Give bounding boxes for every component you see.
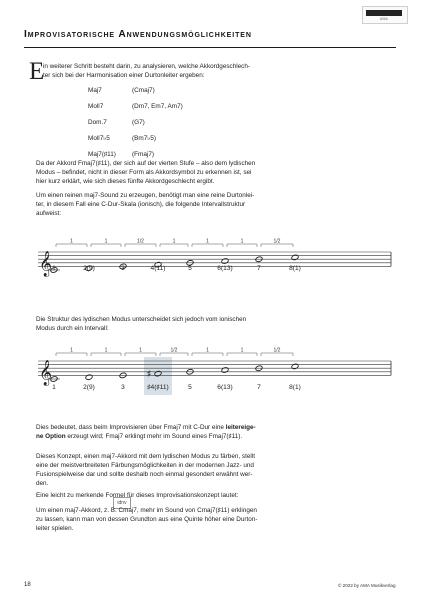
- chord-example: (Dm7, Em7, Am7): [132, 103, 183, 110]
- interval-step: 1/2: [273, 238, 281, 245]
- interval-step: 1/2: [137, 238, 144, 245]
- interval-step: 1/2: [170, 347, 178, 354]
- paragraph-line: hier kurz erklärt, wie sich dieses fünfte Akkordgeschlecht ergibt.: [36, 178, 215, 185]
- scale-degree: 6(13): [217, 265, 233, 272]
- scale-degree: 2(9): [83, 265, 95, 272]
- chord-name: Maj7(♯11): [88, 151, 116, 158]
- paragraph-line: [36, 432, 242, 442]
- chord-example: (Bm7♭5): [132, 135, 156, 142]
- paragraph-line: Um einen maj7-Akkord, z. B. Cmaj7, mehr im Sound von Cmaj7(♯11) erklingen: [36, 507, 257, 514]
- interval-step: 1: [104, 347, 108, 354]
- interval-step: 1: [240, 347, 244, 354]
- text-bold: leitereige-: [225, 424, 256, 431]
- chord-name: Maj7: [88, 87, 102, 94]
- interval-step: 1: [104, 238, 108, 245]
- scale-degree: 7: [257, 265, 261, 272]
- interval-step: 1: [206, 347, 209, 354]
- paragraph-line: Um einen reinen maj7-Sound zu erzeugen, benötigt man eine reine Durtonlei-: [36, 192, 255, 199]
- paragraph-line: leiter spielen.: [36, 525, 74, 532]
- paragraph-line: Da der Akkord Fmaj7(♯11), der sich auf der vierten Stufe – also dem lydischen: [36, 160, 256, 167]
- interval-step: 1: [240, 238, 244, 245]
- scale-degree: 6(13): [217, 384, 233, 391]
- page-title: Improvisatorische Anwendungsmöglichkeiten: [24, 29, 252, 40]
- stamp-box: idnv: [113, 497, 131, 509]
- paragraph-line: zu lassen, kann man von dessen Grundton aus eine Quinte höher eine Durton-: [36, 516, 258, 523]
- scale-degree: 7: [257, 384, 261, 391]
- scale-degree: 3: [121, 384, 125, 391]
- interval-step: 1: [70, 347, 73, 354]
- interval-step: 1: [139, 347, 142, 354]
- paragraph-line: Fusionspielweise dar und sollte deshalb noch einmal gesondert erwähnt wer-: [36, 471, 253, 478]
- scale-degree: 4(11): [150, 265, 166, 272]
- copyright: © 2022 by AMA Musikverlag: [338, 583, 396, 588]
- paragraph-line: aufweist:: [36, 210, 62, 217]
- paragraph-line: ter, in diesem Fall eine C-Dur-Skala (ionisch), die folgende Intervallstruktur: [36, 201, 246, 208]
- paragraph-line: Modus – befindet, nicht in dieser Form als Akkordsymbol zu erkennen ist, sei: [36, 169, 252, 176]
- chord-example: (G7): [132, 119, 145, 126]
- sharp-accidental: ♯: [147, 369, 151, 379]
- chord-name: Moll7: [88, 103, 104, 110]
- whole-note: [154, 370, 162, 376]
- intro-line-2: ter sich bei der Harmonisation einer Durtonleiter ergeben:: [43, 72, 205, 79]
- logo-label: AMA: [379, 17, 389, 21]
- scale-degree: 5: [188, 265, 192, 272]
- page-number: 18: [24, 582, 31, 588]
- chord-example: (Cmaj7): [132, 87, 155, 94]
- paragraph-line: Die Struktur des lydischen Modus unterscheidet sich jedoch vom ionischen: [36, 316, 247, 323]
- scale-degree: 8(1): [289, 265, 301, 272]
- scale-degree: ♯4(♯11): [147, 384, 169, 391]
- text-run: Dies bedeutet, dass beim Improvisieren über Fmaj7 mit C-Dur eine: [36, 424, 226, 431]
- interval-step: 1: [70, 238, 73, 245]
- scale-degree: 1: [52, 265, 56, 272]
- scale-degree: 8(1): [289, 384, 301, 391]
- treble-clef: 𝄞: [39, 251, 53, 277]
- text-run: erzeugt wird; Fmaj7 erklingt mehr im Sound eines Fmaj7(♯11).: [65, 433, 243, 440]
- chord-name: Moll7♭5: [88, 135, 110, 142]
- whole-note: [85, 374, 93, 380]
- paragraph-line: eine der meistverbreiteten Färbungsmöglichkeiten in der modernen Jazz- und: [36, 462, 254, 469]
- paragraph-line: Eine leicht zu merkende Formel für dieses Improvisationskonzept lautet:: [36, 492, 239, 499]
- interval-step: 1/2: [273, 347, 281, 354]
- treble-clef: 𝄞: [39, 360, 53, 386]
- intro-line-1: in weiterer Schritt besteht darin, zu analysieren, welche Akkordgeschlech-: [43, 63, 250, 70]
- whole-note: [291, 363, 299, 369]
- paragraph-line: den.: [36, 480, 49, 487]
- drop-cap: E: [29, 58, 45, 85]
- text-bold: ne Option: [36, 433, 66, 440]
- chord-example: (Fmaj7): [132, 151, 155, 158]
- paragraph-line: Dieses Konzept, einen maj7-Akkord mit dem lydischen Modus zu färben, stellt: [36, 453, 255, 460]
- scale-degree: 1: [52, 384, 56, 391]
- scale-degree: 5: [188, 384, 192, 391]
- whole-note: [221, 367, 229, 373]
- chord-name: Dom.7: [88, 119, 107, 126]
- scale-degree: 3: [121, 265, 125, 272]
- interval-step: 1: [172, 238, 176, 245]
- paragraph-line: Modus durch ein Intervall:: [36, 325, 109, 332]
- scale-degree: 2(9): [83, 384, 95, 391]
- interval-step: 1: [206, 238, 209, 245]
